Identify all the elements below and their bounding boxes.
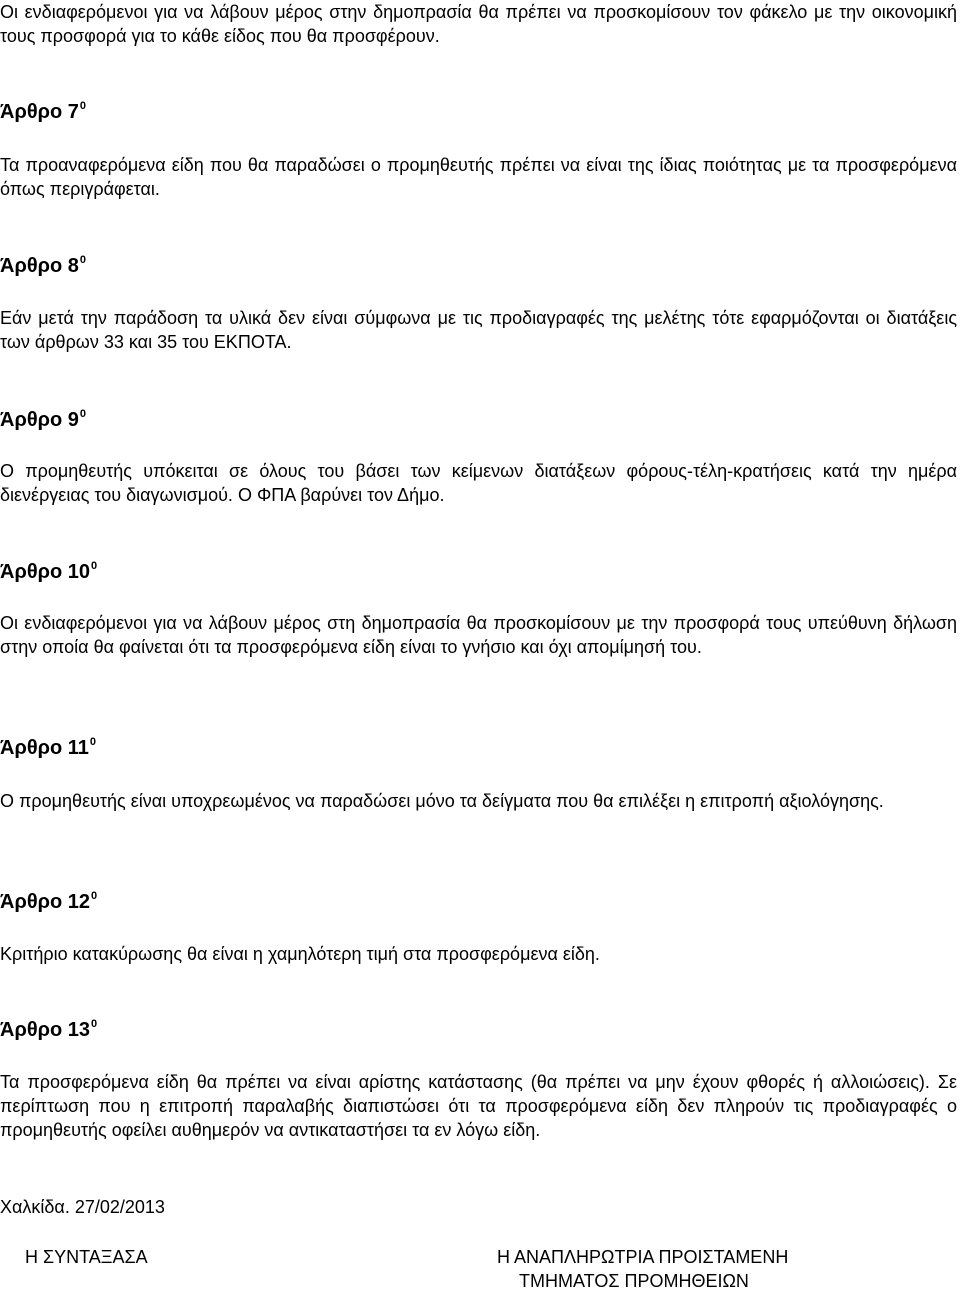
article-13-sup: 0 [91,1018,98,1030]
article-8-heading [0,254,86,278]
article-9-text: Ο προμηθευτής υπόκειται σε όλους του βάσει των κείμενων διατάξεων φόρους-τέλη-κρατήσεις κατά την ημέρα διενέργειας του διαγωνισμού. Ο ΦΠΑ βαρύνει τον Δήμο. [0,461,957,505]
article-11-heading [0,736,96,760]
article-11-sup: 0 [89,736,97,748]
article-10-text: Οι ενδιαφερόμενοι για να λάβουν μέρος στη δημοπρασία θα προσκομίσουν με την προσφορά τους υπεύθυνη δήλωση στην οποία θα φαίνεται ότι τα προσφερόμενα είδη είναι το γνήσιο και όχι απομίμησή του. [0,613,957,657]
article-12-sup: 0 [91,890,98,902]
article-8-text: Εάν μετά την παράδοση τα υλικά δεν είναι σύμφωνα με τις προδιαγραφές της μελέτης τότε εφαρμόζονται οι διατάξεις των άρθρων 33 και 35 του ΕΚΠΟΤΑ. [0,308,957,352]
signature-right-line2: ΤΜΗΜΑΤΟΣ ΠΡΟΜΗΘΕΙΩΝ [519,1271,749,1291]
place-date: Χαλκίδα. 27/02/2013 [0,1197,165,1217]
intro-paragraph: Οι ενδιαφερόμενοι για να λάβουν μέρος στην δημοπρασία θα πρέπει να προσκομίσουν τον φάκελο με την οικονομική τους προσφορά για το κάθε είδος που θα προσφέρουν. [0,2,957,46]
article-9-title: Άρθρο 9 [0,409,79,431]
article-7-text: Τα προαναφερόμενα είδη που θα παραδώσει ο προμηθευτής πρέπει να είναι της ίδιας ποιότητας με τα προσφερόμενα όπως περιγράφεται. [0,155,957,199]
article-11-title: Άρθρο 11 [0,737,89,759]
article-12-heading [0,890,97,914]
article-12-text: Κριτήριο κατακύρωσης θα είναι η χαμηλότερη τιμή στα προσφερόμενα είδη. [0,944,600,964]
article-8-sup: 0 [79,254,87,266]
article-7-sup: 0 [79,100,87,112]
article-10-title: Άρθρο 10 [0,561,91,583]
article-11-text: Ο προμηθευτής είναι υποχρεωμένος να παραδώσει μόνο τα δείγματα που θα επιλέξει η επιτροπή αξιολόγησης. [0,791,884,811]
article-13-title: Άρθρο 13 [0,1019,91,1041]
signature-left: Η ΣΥΝΤΑΞΑΣΑ [25,1247,148,1267]
article-9-sup: 0 [79,408,87,420]
article-9-heading [0,408,86,432]
article-13-heading [0,1018,97,1042]
article-10-sup: 0 [91,560,98,572]
signature-right-line1: Η ΑΝΑΠΛΗΡΩΤΡΙΑ ΠΡΟΙΣΤΑΜΕΝΗ [497,1247,789,1267]
article-10-heading [0,560,97,584]
article-12-title: Άρθρο 12 [0,891,91,913]
article-13-text: Τα προσφερόμενα είδη θα πρέπει να είναι αρίστης κατάστασης (θα πρέπει να μην έχουν φθορές ή αλλοιώσεις). Σε περίπτωση που η επιτροπή παραλαβής διαπιστώσει ότι τα προσφερόμενα είδη δεν πληρούν τις προδιαγραφές ο προμηθευτής οφείλει αυθημερόν να αντικαταστήσει τα εν λόγω είδη. [0,1072,957,1140]
article-7-title: Άρθρο 7 [0,101,79,123]
article-8-title: Άρθρο 8 [0,255,79,277]
article-7-heading [0,100,86,124]
